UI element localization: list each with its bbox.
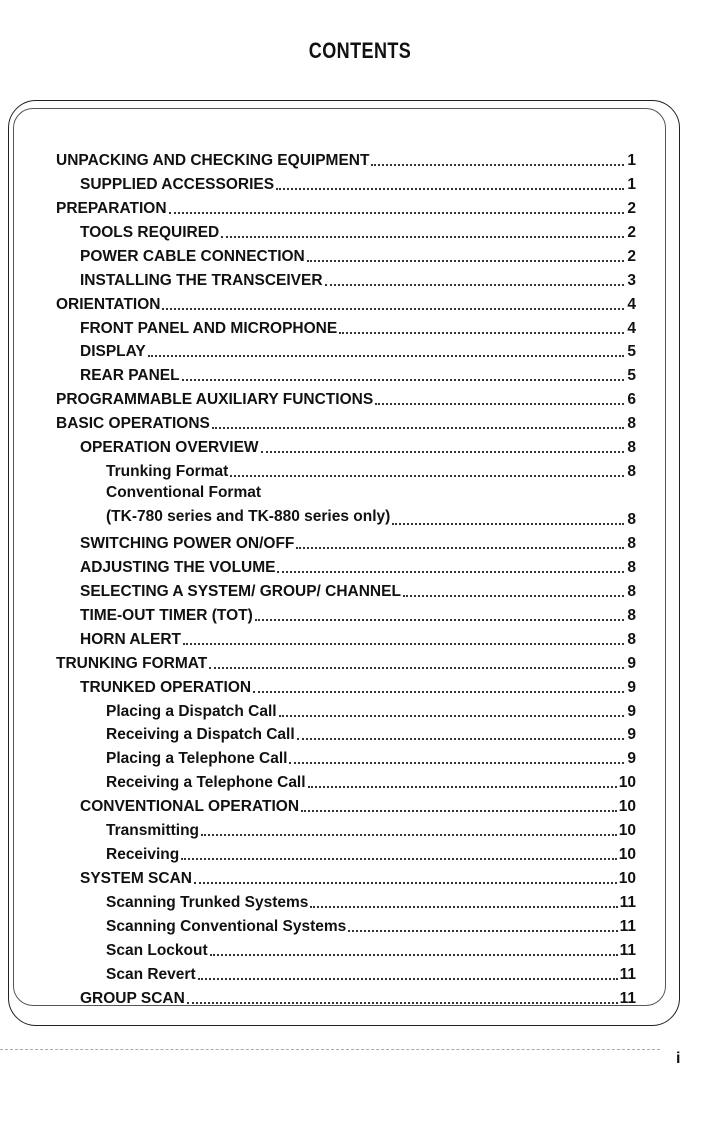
dot-leader — [297, 738, 624, 740]
toc-entry — [56, 768, 636, 792]
dot-leader — [162, 308, 624, 310]
toc-entry-page: 9 — [627, 750, 636, 768]
toc-entry-page: 4 — [627, 295, 636, 313]
toc-entry — [56, 912, 636, 936]
toc-entry-title: UNPACKING AND CHECKING EQUIPMENT — [56, 151, 370, 169]
dot-leader — [148, 355, 624, 357]
toc-entry-page: 4 — [627, 319, 636, 337]
toc-entry — [56, 314, 636, 338]
dot-leader — [325, 284, 624, 286]
toc-entry-page: 2 — [627, 247, 636, 265]
toc-entry — [56, 744, 636, 768]
toc-entry-title: FRONT PANEL AND MICROPHONE — [80, 319, 338, 337]
toc-entry-page: 11 — [619, 894, 636, 912]
toc-entry — [56, 577, 636, 601]
toc-entry — [56, 385, 636, 409]
toc-entry-title: Scan Revert — [106, 965, 196, 983]
toc-entry — [56, 242, 636, 266]
toc-entry — [56, 936, 636, 960]
toc-entry — [56, 433, 636, 457]
dot-leader — [183, 643, 624, 645]
toc-entry-page: 3 — [627, 271, 636, 289]
dot-leader — [221, 236, 624, 238]
toc-entry-page: 10 — [618, 774, 636, 792]
toc-entry-title: CONVENTIONAL OPERATION — [80, 798, 300, 816]
toc-entry-title: REAR PANEL — [80, 367, 180, 385]
toc-entry — [56, 194, 636, 218]
toc-entry-title: TRUNKING FORMAT — [56, 654, 208, 672]
dot-leader — [201, 834, 617, 836]
toc-entry-title: POWER CABLE CONNECTION — [80, 247, 305, 265]
toc-entry-page: 11 — [619, 917, 636, 935]
toc-entry-page: 2 — [627, 223, 636, 241]
dot-leader — [169, 212, 624, 214]
toc-entry-page: 8 — [627, 439, 636, 457]
dot-leader — [310, 906, 617, 908]
toc-entry-title: Placing a Telephone Call — [106, 750, 288, 768]
toc-entry-page: 8 — [627, 534, 636, 552]
toc-entry-title-line2: (TK-780 series and TK-880 series only) — [106, 508, 391, 526]
toc-entry — [56, 266, 636, 290]
toc-entry-title: TIME-OUT TIMER (TOT) — [80, 606, 253, 624]
toc-entry-title: Trunking Format — [106, 463, 229, 481]
toc-entry-title: Scan Lockout — [106, 941, 208, 959]
toc-entry — [56, 529, 636, 553]
toc-entry-title: Scanning Trunked Systems — [106, 894, 309, 912]
toc-entry-page: 8 — [627, 558, 636, 576]
dot-leader — [277, 571, 624, 573]
toc-entry — [56, 721, 636, 745]
dot-leader — [210, 954, 618, 956]
dot-leader — [198, 978, 618, 980]
toc-entry-title: HORN ALERT — [80, 630, 182, 648]
toc-entry-title: Transmitting — [106, 822, 200, 840]
toc-entry-page: 5 — [627, 343, 636, 361]
toc-entry-page: 9 — [627, 654, 636, 672]
dot-leader — [289, 762, 624, 764]
toc-entry-title: BASIC OPERATIONS — [56, 415, 210, 433]
toc-entry — [56, 457, 636, 481]
toc-entry-page: 2 — [627, 199, 636, 217]
toc-entry-title: INSTALLING THE TRANSCEIVER — [80, 271, 323, 289]
toc-entry-title: DISPLAY — [80, 343, 146, 361]
toc-entry-title: SELECTING A SYSTEM/ GROUP/ CHANNEL — [80, 582, 401, 600]
toc-entry-page: 11 — [619, 989, 636, 1007]
toc-entry — [56, 697, 636, 721]
toc-entry-page: 8 — [627, 415, 636, 433]
dot-leader — [187, 1002, 618, 1004]
toc-entry-page: 11 — [619, 941, 636, 959]
dot-leader — [403, 595, 624, 597]
toc-entry-title: PREPARATION — [56, 199, 167, 217]
toc-entry — [56, 338, 636, 362]
toc-entry — [56, 888, 636, 912]
toc-entry — [56, 409, 636, 433]
toc-entry-page: 8 — [627, 511, 636, 529]
dot-leader — [276, 188, 624, 190]
dot-leader — [307, 260, 624, 262]
dot-leader — [308, 786, 617, 788]
dot-leader — [182, 379, 624, 381]
toc-entry — [56, 146, 636, 170]
toc-entry-title: SYSTEM SCAN — [80, 870, 192, 888]
toc-entry — [56, 840, 636, 864]
dot-leader — [301, 810, 617, 812]
toc-entry — [56, 816, 636, 840]
toc-entry-page: 1 — [627, 151, 636, 169]
footer-rule — [0, 1049, 660, 1050]
toc-entry — [56, 864, 636, 888]
toc-entry-title: SWITCHING POWER ON/OFF — [80, 534, 295, 552]
toc-entry — [56, 601, 636, 625]
toc-entry-title: TRUNKED OPERATION — [80, 678, 252, 696]
dot-leader — [212, 427, 624, 429]
toc-entry-title: OPERATION OVERVIEW — [80, 439, 259, 457]
page-number: i — [676, 1050, 681, 1067]
dot-leader — [279, 715, 624, 717]
toc-entry — [56, 673, 636, 697]
toc-entry-page: 8 — [627, 630, 636, 648]
table-of-contents — [56, 146, 636, 1008]
dot-leader — [261, 451, 624, 453]
toc-entry-page: 11 — [619, 965, 636, 983]
toc-entry — [56, 170, 636, 194]
toc-entry-title: ORIENTATION — [56, 295, 161, 313]
toc-entry-title: Placing a Dispatch Call — [106, 702, 277, 720]
toc-entry-page: 10 — [618, 870, 636, 888]
toc-entry — [56, 792, 636, 816]
toc-entry-title: Receiving a Dispatch Call — [106, 726, 295, 744]
dot-leader — [339, 332, 624, 334]
toc-entry — [56, 361, 636, 385]
toc-entry-page: 10 — [618, 846, 636, 864]
toc-entry-title: GROUP SCAN — [80, 989, 185, 1007]
toc-entry-page: 9 — [627, 726, 636, 744]
toc-entry-page: 8 — [627, 463, 636, 481]
toc-entry — [56, 984, 636, 1008]
dot-leader — [230, 475, 624, 477]
dot-leader — [392, 523, 624, 525]
toc-entry — [56, 625, 636, 649]
toc-entry-page: 10 — [618, 822, 636, 840]
toc-entry-title: ADJUSTING THE VOLUME — [80, 558, 276, 576]
toc-entry-title: Receiving a Telephone Call — [106, 774, 306, 792]
toc-entry-page: 9 — [627, 702, 636, 720]
dot-leader — [181, 858, 617, 860]
toc-entry-page: 10 — [618, 798, 636, 816]
toc-entry-title: PROGRAMMABLE AUXILIARY FUNCTIONS — [56, 391, 374, 409]
dot-leader — [348, 930, 617, 932]
toc-entry — [56, 553, 636, 577]
toc-entry-page: 8 — [627, 606, 636, 624]
toc-entry-page: 5 — [627, 367, 636, 385]
toc-entry — [56, 960, 636, 984]
toc-entry — [56, 218, 636, 242]
toc-entry-title: Scanning Conventional Systems — [106, 917, 347, 935]
toc-entry-title-line1: Conventional Format — [106, 484, 262, 502]
toc-entry-page: 8 — [627, 582, 636, 600]
toc-entry-title: Receiving — [106, 846, 180, 864]
toc-entry — [56, 649, 636, 673]
dot-leader — [255, 619, 624, 621]
toc-entry-page: 9 — [627, 678, 636, 696]
toc-entry — [56, 290, 636, 314]
page-title: CONTENTS — [308, 38, 412, 63]
dot-leader — [253, 691, 624, 693]
toc-entry-title: TOOLS REQUIRED — [80, 223, 220, 241]
dot-leader — [371, 164, 624, 166]
toc-entry-title: SUPPLIED ACCESSORIES — [80, 175, 275, 193]
dot-leader — [375, 403, 624, 405]
toc-entry-page: 1 — [627, 175, 636, 193]
dot-leader — [209, 667, 624, 669]
dot-leader — [296, 547, 624, 549]
toc-entry — [56, 481, 636, 529]
toc-entry-page: 6 — [627, 391, 636, 409]
toc-entry-title — [106, 481, 390, 529]
dot-leader — [194, 882, 617, 884]
